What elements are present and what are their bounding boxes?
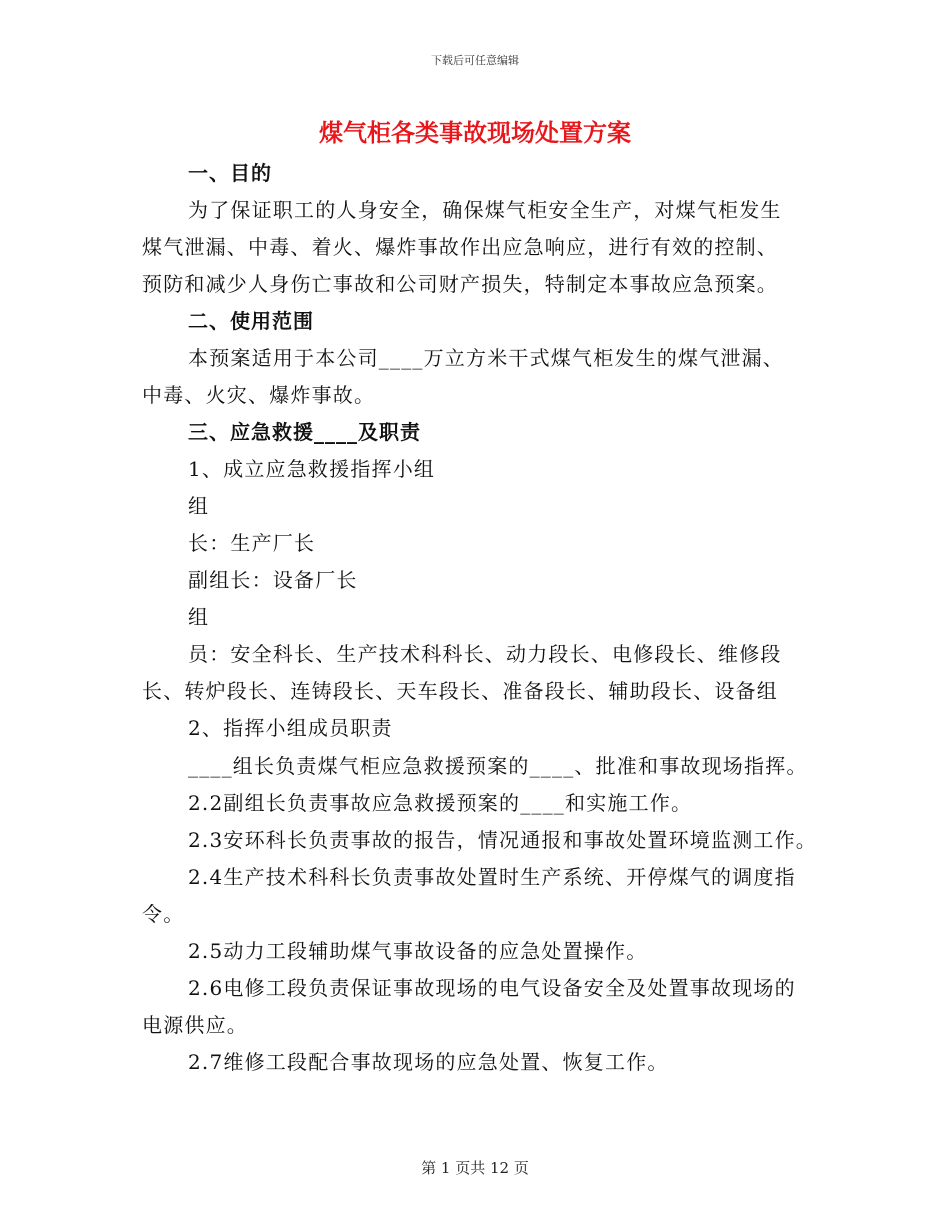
section-heading: 二、使用范围 bbox=[188, 309, 314, 333]
section-heading: 三、应急救援____及职责 bbox=[188, 420, 421, 444]
paragraph-line: 2.2副组长负责事故应急救援预案的____和实施工作。 bbox=[188, 791, 693, 815]
paragraph-line: 组 bbox=[188, 605, 210, 629]
paragraph-line: 2.4生产技术科科长负责事故处置时生产系统、开停煤气的调度指 bbox=[188, 865, 796, 889]
paragraph-line: 令。 bbox=[142, 902, 185, 926]
paragraph-line: 1、成立应急救援指挥小组 bbox=[188, 457, 436, 481]
paragraph-line: 2.7维修工段配合事故现场的应急处置、恢复工作。 bbox=[188, 1050, 669, 1074]
page-header: 下载后可任意编辑 bbox=[431, 54, 519, 67]
paragraph-line: 2.3安环科长负责事故的报告，情况通报和事故处置环境监测工作。 bbox=[188, 828, 818, 852]
paragraph-line: 2.5动力工段辅助煤气事故设备的应急处置操作。 bbox=[188, 939, 648, 963]
paragraph-line: 员：安全科长、生产技术科科长、动力段长、电修段长、维修段 bbox=[188, 642, 782, 666]
paragraph-line: 中毒、火灾、爆炸事故。 bbox=[142, 383, 376, 407]
paragraph-line: 2、指挥小组成员职责 bbox=[188, 716, 393, 740]
paragraph-line: 2.6电修工段负责保证事故现场的电气设备安全及处置事故现场的 bbox=[188, 976, 796, 1000]
paragraph-line: 煤气泄漏、中毒、着火、爆炸事故作出应急响应，进行有效的控制、 bbox=[142, 235, 778, 259]
section-heading: 一、目的 bbox=[188, 161, 272, 185]
paragraph-line: 为了保证职工的人身安全，确保煤气柜安全生产，对煤气柜发生 bbox=[188, 198, 782, 222]
document-title: 煤气柜各类事故现场处置方案 bbox=[319, 118, 631, 147]
paragraph-line: 长：生产厂长 bbox=[188, 531, 316, 555]
page-footer: 第 1 页共 12 页 bbox=[421, 1159, 529, 1177]
paragraph-line: 长、转炉段长、连铸段长、天车段长、准备段长、辅助段长、设备组 bbox=[142, 679, 778, 703]
paragraph-line: 副组长：设备厂长 bbox=[188, 568, 358, 592]
paragraph-line: 电源供应。 bbox=[142, 1013, 248, 1037]
paragraph-line: 本预案适用于本公司____万立方米干式煤气柜发生的煤气泄漏、 bbox=[188, 346, 784, 370]
paragraph-line: 组 bbox=[188, 494, 210, 518]
paragraph-line: ____组长负责煤气柜应急救援预案的____、批准和事故现场指挥。 bbox=[188, 754, 808, 778]
paragraph-line: 预防和减少人身伤亡事故和公司财产损失，特制定本事故应急预案。 bbox=[142, 272, 778, 296]
